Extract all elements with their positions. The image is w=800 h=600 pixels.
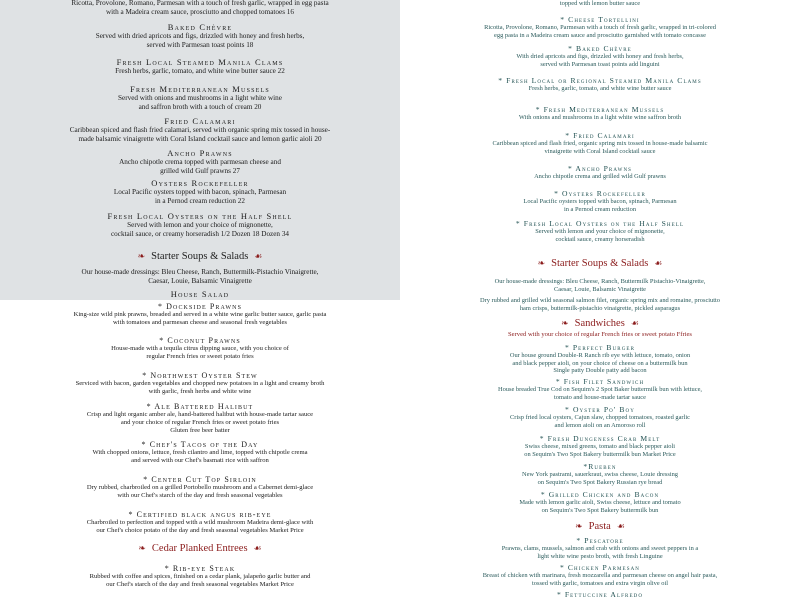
item-description: Caribbean spiced and flash fried, organic spring mix tossed in house-made balsamic: [492, 140, 708, 147]
menu-item-oyster-po-boy: [400, 405, 800, 429]
section-title: Starter Soups & Salads: [551, 258, 649, 269]
item-title: * Oyster Po' Boy: [565, 405, 635, 414]
item-description: Dry rubbed, charbroiled on a grilled Portobello mushroom and a Cabernet demi-glace: [86, 484, 314, 491]
item-description: With onions and mushrooms in a light white wine saffron broth: [518, 114, 682, 121]
item-title: Fresh Mediterranean Mussels: [130, 84, 270, 94]
item-title: House Salad: [170, 289, 230, 299]
ornament-icon: ☙: [616, 521, 625, 531]
section-heading-sandwiches: [400, 318, 800, 329]
item-title: * Ancho Prawns: [567, 164, 633, 173]
dressings-line: Caesar, Louie, Balsamic Vinaigrette: [553, 285, 647, 293]
item-description: Rubbed with coffee and spices, finished on a cedar plank, jalapeño garlic butter and: [89, 573, 311, 580]
menu-item-rueben: [400, 462, 800, 486]
item-title: * Rib-eye Steak: [164, 564, 236, 573]
ornament-icon: ☙: [654, 258, 663, 268]
item-title: Oysters Rockefeller: [151, 178, 249, 188]
menu-item-sirloin: [0, 475, 400, 500]
section-title: Pasta: [588, 521, 611, 532]
item-title: Baked Chèvre: [167, 22, 233, 32]
dressings-line: Caesar, Louie, Balsamic Vinaigrette: [148, 276, 252, 285]
item-description: and lemon aioli on an Amoroso roll: [554, 421, 646, 429]
section-heading-soups-photo: [0, 251, 400, 262]
dressings-note: [400, 278, 800, 293]
item-description: Ricotta, Provolone, Romano, Parmesan with a touch of fresh garlic, wrapped in tri-colored: [484, 24, 716, 31]
item-description: Prawns, clams, mussels, salmon and crab with onions and sweet peppers in a: [501, 545, 699, 552]
item-description: with a Madeira cream sauce, prosciutto and chopped tomatoes 16: [105, 7, 294, 16]
item-description: in a Pernod cream reduction 22: [154, 196, 245, 205]
menu-item-oyster-stew: [0, 371, 400, 396]
ornament-icon: ☙: [254, 251, 263, 261]
item-title: Ancho Prawns: [167, 148, 233, 158]
item-description: With chopped onions, lettuce, fresh cilantro and lime, topped with chipotle crema: [92, 449, 308, 456]
item-description: Ancho chipotle crema topped with parmesan cheese and: [119, 158, 281, 166]
item-description: Crisp and light organic amber ale, hand-battered halibut with house-made tartar sauce: [86, 411, 314, 418]
sandwich-note: Served with your choice of regular French fries or sweet potato Ffries: [507, 331, 693, 338]
item-description: tossed with garlic, tomatoes and extra virgin olive oil: [531, 579, 668, 587]
dressings-line: Our house-made dressings: Bleu Cheese, Ranch, Buttermilk Pistachio-Vinaigrette,: [494, 278, 706, 285]
item-description: and served with our Chef's basmati rice with saffron: [131, 456, 269, 464]
menu-item-manila-clams: [400, 76, 800, 93]
menu-item-pescatore: [400, 536, 800, 560]
item-description: on Sequim's Two Spot Bakery buttermilk bun Market Price: [524, 450, 676, 458]
item-description: regular French fries or sweet potato fries: [146, 352, 254, 360]
menu-item-half-shell: [400, 219, 800, 243]
item-description: House-made with a tequila citrus dipping sauce, with you choice of: [111, 345, 289, 352]
menu-item-top-cut: [400, 0, 800, 8]
item-title: Fresh Local Steamed Manila Clams: [116, 57, 284, 67]
menu-item-rib-eye-certified: [0, 510, 400, 535]
item-title: * Center Cut Top Sirloin: [143, 475, 257, 484]
item-description: House breaded True Cod on Sequim's 2 Spot Baker buttermilk bun with lettuce,: [497, 386, 703, 393]
menu-item-perfect-burger: [400, 343, 800, 375]
item-description: cocktail sauce, or creamy horseradish 1/2 Dozen 18 Dozen 34: [110, 229, 290, 238]
menu-item-ancho-prawns: [400, 164, 800, 181]
menu-item-clams-photo: [0, 57, 400, 76]
item-title: * Oysters Rockefeller: [554, 189, 646, 198]
item-description: Our house ground Double-R Ranch rib eye with lettuce, tomato, onion: [509, 352, 691, 359]
item-description: and black pepper aioli, on your choice of cheese on a buttermilk bun: [512, 359, 688, 367]
menu-item-calamari: [400, 131, 800, 155]
item-description: Served with lemon and your choice of mignonette,: [127, 221, 273, 229]
item-title: * Fish Filet Sandwich: [555, 377, 645, 386]
item-title: * Pescatore: [576, 536, 624, 545]
menu-item-baked-chevre-photo: [0, 22, 400, 49]
item-description: Dry rubbed and grilled wild seasonal salmon filet, organic spring mix and romaine, prosciutto: [479, 297, 720, 304]
item-description: Crisp fried local oysters, Cajun slaw, chopped tomatoes, roasted garlic: [510, 414, 690, 421]
ornament-icon: ❧: [575, 521, 583, 531]
section-title: Cedar Planked Entrees: [151, 543, 248, 554]
item-description: tomato and house-made tartar sauce: [554, 393, 646, 401]
item-description: Served with lemon and your choice of mignonette,: [535, 228, 665, 235]
menu-item-coconut-prawns: [0, 336, 400, 361]
item-title: * Coconut Prawns: [159, 336, 241, 345]
item-description: topped with lemon butter sauce: [559, 0, 641, 7]
item-description: served with Parmesan toast points 18: [146, 40, 254, 49]
item-title: * Ale Battered Halibut: [146, 402, 254, 411]
item-description: Made with lemon garlic aioli, Swiss cheese, lettuce and tomato: [519, 499, 681, 506]
item-description: vinaigrette with Coral Island cocktail sauce: [544, 147, 656, 155]
section-heading-cedar-planked: [0, 543, 400, 554]
item-description: with our Chef's starch of the day and fresh seasonal vegetables: [117, 491, 283, 499]
item-description: Served with dried apricots and figs, drizzled with honey and fresh herbs,: [95, 32, 305, 40]
item-description: our Chef's choice potato of the day and fresh seasonal vegetables Market Price: [96, 526, 304, 534]
menu-item-calamari-photo: [0, 116, 400, 143]
item-title: * Fettuccine Alfredo: [556, 590, 644, 599]
menu-item-fish-filet: [400, 377, 800, 401]
item-title: * Fresh Local Oysters on the Half Shell: [515, 219, 685, 228]
item-description: and your choice of regular French fries or sweet potato fries: [120, 418, 280, 426]
item-description: Caribbean spiced and flash fried calamari, served with organic spring mix tossed in house-: [69, 126, 331, 134]
item-description: and saffron broth with a touch of cream 20: [138, 102, 262, 111]
item-description: Breast of chicken with marinara, fresh mozzarella and parmesan cheese on angel hair pasta,: [482, 572, 718, 579]
menu-item-rib-eye-steak: [0, 564, 400, 589]
item-description: cocktail sauce, creamy horseradish: [555, 235, 645, 243]
item-description: With dried apricots and figs, drizzled with honey and fresh herbs,: [516, 53, 684, 60]
item-description: ham crisps, buttermilk-pistachio vinaigrette, pickled asparagus: [519, 304, 681, 312]
item-description: Single patty Double patty add bacon: [553, 367, 647, 375]
item-title: * Perfect Burger: [564, 343, 636, 352]
menu-item-half-shell-photo: [0, 211, 400, 238]
item-description: Gluten free beer batter: [170, 426, 230, 434]
item-description: grilled wild Gulf prawns 27: [160, 166, 240, 175]
menu-item-fettuccine-alfredo: [400, 590, 800, 599]
item-description: Served with onions and mushrooms in a light white wine: [118, 94, 282, 102]
item-description: Charbroiled to perfection and topped with a wild mushroom Madeira demi-glace with: [86, 519, 314, 526]
item-description: with tomatoes and parmesan cheese and seasonal fresh vegetables: [113, 318, 287, 326]
dressings-note-photo: [0, 268, 400, 285]
scanned-entrees-panel: [0, 300, 400, 600]
menu-item-cheese-tortellini: [400, 15, 800, 39]
menu-item-oysters-rockefeller-photo: [0, 178, 400, 205]
menu-item-crab-melt: [400, 434, 800, 458]
item-description: made balsamic vinaigrette with Coral Island cocktail sauce and lemon garlic aioli 20: [78, 134, 322, 143]
item-description: Swiss cheese, mixed greens, tomato and black pepper aioli: [524, 443, 676, 450]
item-title: * Baked Chèvre: [568, 44, 632, 53]
item-description: New York pastrami, sauerkraut, swiss cheese, Louie dressing: [521, 471, 678, 478]
item-description: our Chef's starch of the day and fresh seasonal vegetables Market Price: [106, 580, 294, 588]
item-description: King-size wild pink prawns, breaded and served in a white wine garlic butter sauce, garlic pasta: [73, 311, 327, 318]
item-title: Fresh Local Oysters on the Half Shell: [107, 211, 293, 221]
item-title: * Cheese Tortellini: [560, 15, 640, 24]
menu-item-ancho-prawns-photo: [0, 148, 400, 175]
item-title: * Certified black angus rib-eye: [128, 510, 272, 519]
menu-item-baked-chevre: [400, 44, 800, 68]
menu-item-salmon-salad-cut: [400, 297, 800, 312]
ornament-icon: ☙: [630, 318, 639, 328]
item-title: * Fresh Local or Regional Steamed Manila Clams: [498, 76, 702, 85]
item-title: * Fresh Dungeness Crab Melt: [539, 434, 661, 443]
section-title: Starter Soups & Salads: [151, 251, 249, 262]
menu-item-oysters-rockefeller: [400, 189, 800, 213]
ornament-icon: ☙: [253, 543, 262, 553]
item-description: Local Pacific oysters topped with bacon, spinach, Parmesan: [523, 198, 677, 205]
item-description: Fresh herbs, garlic, tomato, and white wine butter sauce 22: [115, 67, 285, 75]
menu-item-mussels-photo: [0, 84, 400, 111]
item-title: * Grilled Chicken and Bacon: [540, 490, 660, 499]
item-description: Serviced with bacon, garden vegetables and chopped new potatoes in a light and creamy broth: [75, 380, 325, 387]
item-description: Fresh herbs, garlic, tomato, and white wine butter sauce: [528, 85, 672, 92]
menu-item-tortellini-photo: [0, 0, 400, 16]
menu-item-halibut: [0, 402, 400, 435]
ornament-icon: ❧: [138, 543, 146, 553]
item-description: Ricotta, Provolone, Romano, Parmesan with a touch of fresh garlic, wrapped in egg pasta: [71, 0, 329, 7]
section-heading-soups: [400, 258, 800, 269]
item-title: * Fresh Mediterranean Mussels: [535, 105, 665, 114]
photo-menu-panel: [0, 0, 400, 300]
item-title: * Chicken Parmesan: [559, 563, 641, 572]
item-title: Fried Calamari: [164, 116, 236, 126]
menu-item-grilled-chicken: [400, 490, 800, 514]
item-description: on Sequim's Two Spot Bakery buttermilk bun: [541, 506, 659, 514]
section-heading-pasta: [400, 521, 800, 532]
item-description: light white wine pesto broth, with fresh Linguine: [537, 552, 663, 560]
item-description: egg pasta in a Madeira cream sauce and prosciutto garnished with tomato concasse: [494, 31, 706, 39]
menu-item-dockside-prawns: [0, 302, 400, 327]
section-title: Sandwiches: [574, 318, 625, 329]
item-title: * Dockside Prawns: [157, 302, 243, 311]
item-description: with garlic, fresh herbs and white wine: [148, 387, 252, 395]
menu-item-mussels: [400, 105, 800, 122]
item-title: * Northwest Oyster Stew: [142, 371, 258, 380]
item-title: *Rueben: [583, 462, 617, 471]
menu-item-house-salad-photo: [0, 289, 400, 299]
item-title: * Fried Calamari: [565, 131, 635, 140]
item-description: served with Parmesan toast points add linguini: [540, 60, 660, 68]
item-description: in a Pernod cream reduction: [563, 205, 637, 213]
ornament-icon: ❧: [561, 318, 569, 328]
menu-item-tacos: [0, 440, 400, 465]
dressings-line: Our house-made dressings: Bleu Cheese, Ranch, Buttermilk-Pistachio Vinaigrette,: [81, 268, 319, 276]
menu-item-chicken-parmesan: [400, 563, 800, 587]
item-title: * Chef's Tacos of the Day: [141, 440, 259, 449]
item-description: Local Pacific oysters topped with bacon, spinach, Parmesan: [113, 188, 287, 196]
ornament-icon: ❧: [537, 258, 546, 268]
item-description: on Sequim's Two Spot Bakery Russian rye bread: [537, 478, 663, 486]
reprinted-menu-panel: [400, 0, 800, 600]
item-description: Ancho chipotle crema and grilled wild Gulf prawns: [534, 173, 666, 180]
ornament-icon: ❧: [137, 251, 146, 261]
